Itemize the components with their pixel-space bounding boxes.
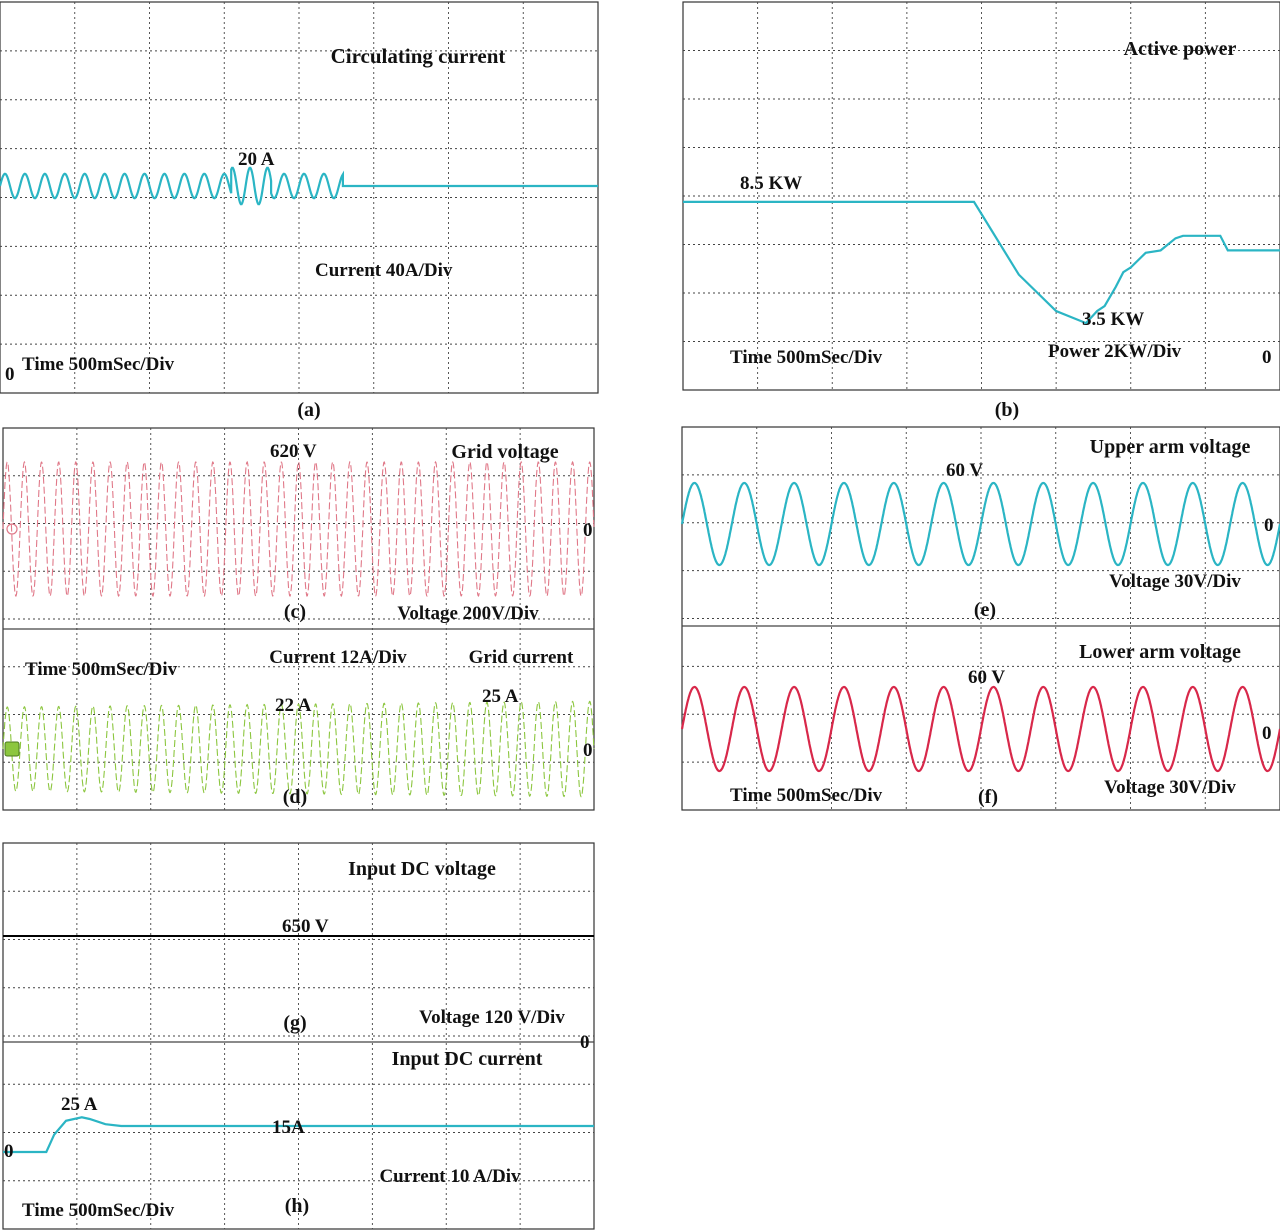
panel-h-scale: Current 10 A/Div: [379, 1166, 521, 1187]
panel-e-annotation-60v: 60 V: [946, 460, 984, 481]
scope-panel-ef: [682, 427, 1280, 810]
scope-panel-gh: [3, 843, 594, 1229]
panel-f-caption: (f): [978, 786, 998, 808]
panel-h-annotation-15a: 15A: [272, 1117, 305, 1138]
panel-d-annotation-25a: 25 A: [482, 686, 519, 707]
panel-d-zero-label: 0: [583, 740, 593, 761]
panel-e-zero-label: 0: [1264, 515, 1274, 536]
panel-f-time: Time 500mSec/Div: [730, 785, 883, 806]
panel-c-title: Grid voltage: [451, 441, 559, 463]
panel-d-annotation-22a: 22 A: [275, 695, 312, 716]
panel-b-annotation-3-5kw: 3.5 KW: [1082, 309, 1145, 330]
panel-g-caption: (g): [283, 1012, 307, 1034]
panel-a-annotation-20a: 20 A: [238, 149, 275, 170]
scope-panel-a: [0, 2, 598, 421]
panel-e-scale: Voltage 30V/Div: [1109, 571, 1241, 592]
panel-d-title: Grid current: [468, 647, 574, 668]
panel-b-annotation-8-5kw: 8.5 KW: [740, 173, 803, 194]
panel-a-caption: (a): [297, 399, 321, 421]
panel-b-scale: Power 2KW/Div: [1048, 341, 1182, 362]
panel-b-time: Time 500mSec/Div: [730, 347, 883, 368]
panel-h-time: Time 500mSec/Div: [22, 1200, 175, 1221]
panel-f-title: Lower arm voltage: [1079, 641, 1241, 663]
scope-panel-b: [683, 2, 1280, 421]
panel-f-annotation-60v: 60 V: [968, 667, 1006, 688]
panel-h-caption: (h): [284, 1195, 310, 1217]
panel-g-title: Input DC voltage: [348, 858, 496, 880]
panel-a-scale: Current 40A/Div: [315, 260, 453, 281]
panel-b-frame: [683, 2, 1280, 390]
panel-b-title: Active power: [1123, 38, 1237, 60]
panel-g-annotation-650v: 650 V: [282, 916, 329, 937]
panel-c-zero-label: 0: [583, 520, 593, 541]
panel-a-title: Circulating current: [330, 44, 506, 68]
panel-e-caption: (e): [973, 599, 997, 621]
channel-d-marker-icon: [5, 742, 19, 756]
panel-h-zero-label: 0: [4, 1141, 14, 1162]
scope-panel-cd: [3, 428, 594, 810]
panel-e-title: Upper arm voltage: [1089, 436, 1251, 458]
panel-d-scale: Current 12A/Div: [269, 647, 407, 668]
panel-c-caption: (c): [283, 601, 307, 623]
panel-f-zero-label: 0: [1262, 723, 1272, 744]
panel-c-scale: Voltage 200V/Div: [397, 603, 539, 624]
panel-g-zero-label: 0: [580, 1032, 590, 1053]
panel-b-caption: (b): [994, 399, 1020, 421]
panel-f-scale: Voltage 30V/Div: [1104, 777, 1236, 798]
panel-d-time: Time 500mSec/Div: [25, 659, 178, 680]
panel-d-caption: (d): [282, 786, 308, 808]
panel-g-scale: Voltage 120 V/Div: [419, 1007, 565, 1028]
panel-a-zero-label: 0: [5, 364, 15, 385]
panel-h-annotation-25a: 25 A: [61, 1094, 98, 1115]
panel-h-title: Input DC current: [391, 1048, 543, 1070]
panel-c-annotation-620v: 620 V: [270, 441, 317, 462]
panel-b-zero-label: 0: [1262, 347, 1272, 368]
panel-a-time: Time 500mSec/Div: [22, 354, 175, 375]
